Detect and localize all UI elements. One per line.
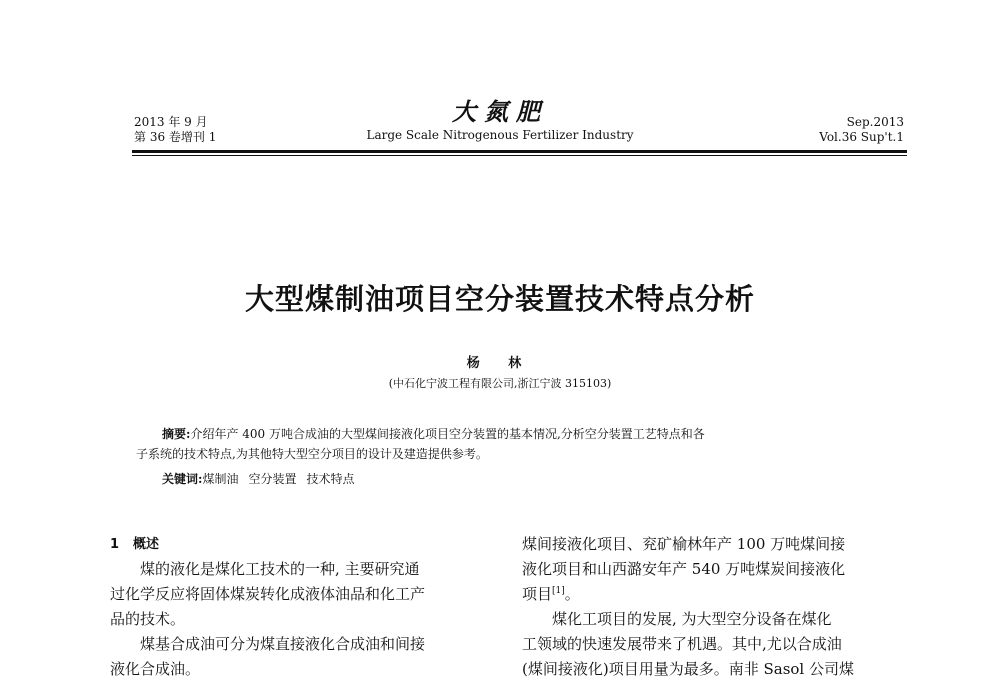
section-heading xyxy=(110,532,497,557)
keyword: 煤制油 xyxy=(202,472,239,486)
abstract-line-2: 子系统的技术特点,为其他特大型空分项目的设计及建造提供参考。 xyxy=(136,447,488,461)
keywords-label: 关键词: xyxy=(162,472,203,486)
paragraph-line: 煤的液化是煤化工技术的一种, 主要研究通 xyxy=(140,560,420,578)
paragraph-line: 煤基合成油可分为煤直接液化合成油和间接 xyxy=(140,635,426,653)
abstract xyxy=(136,424,866,464)
paragraph-line: 煤间接液化项目、兖矿榆林年产 100 万吨煤间接 xyxy=(522,535,846,553)
paragraph-line: 品的技术。 xyxy=(110,610,186,628)
section-title: 概述 xyxy=(133,537,160,552)
paragraph-line: 液化项目和山西潞安年产 540 万吨煤炭间接液化 xyxy=(522,560,846,578)
author-affiliation: (中石化宁波工程有限公司,浙江宁波 315103) xyxy=(388,377,612,390)
abstract-text-1: 介绍年产 400 万吨合成油的大型煤间接液化项目空分装置的基本情况,分析空分装置工艺特点和各 xyxy=(190,427,705,441)
keywords xyxy=(162,470,354,487)
body-column-right xyxy=(522,532,909,682)
paragraph-text: 。 xyxy=(564,585,580,603)
issue-volume-cn: 第 36 卷增刊 1 xyxy=(134,130,217,144)
paragraph-line: 过化学反应将固体煤炭转化成液体油品和化工产 xyxy=(110,585,426,603)
abstract-label: 摘要: xyxy=(162,427,191,441)
journal-logo: 大氮肥 xyxy=(452,97,548,126)
body-column-left xyxy=(110,532,497,682)
issue-date-en: Sep.2013 xyxy=(846,115,904,129)
header-rule-thin xyxy=(132,155,907,156)
citation-ref: [1] xyxy=(552,586,565,596)
paragraph-line: 工领域的快速发展带来了机遇。其中,尤以合成油 xyxy=(522,635,842,653)
issue-volume-en: Vol.36 Sup't.1 xyxy=(819,130,904,144)
paragraph-line: 液化合成油。 xyxy=(110,660,201,678)
keyword: 技术特点 xyxy=(306,472,355,486)
issue-date-cn: 2013 年 9 月 xyxy=(134,115,208,129)
paragraph-line: 煤化工项目的发展, 为大型空分设备在煤化 xyxy=(552,610,832,628)
article-author: 杨 林 xyxy=(466,356,534,371)
paragraph-text: 项目 xyxy=(522,585,553,603)
paragraph-line xyxy=(522,582,909,607)
header-right xyxy=(819,115,904,145)
section-number: 1 xyxy=(110,537,120,552)
paragraph-line: (煤间接液化)项目用量为最多。南非 Sasol 公司煤 xyxy=(522,660,854,678)
header-rule-thick xyxy=(132,150,907,153)
abstract-line-1 xyxy=(136,424,866,444)
article-title: 大型煤制油项目空分装置技术特点分析 xyxy=(244,282,755,316)
keyword: 空分装置 xyxy=(248,472,297,486)
journal-name-en: Large Scale Nitrogenous Fertilizer Industry xyxy=(366,128,634,142)
